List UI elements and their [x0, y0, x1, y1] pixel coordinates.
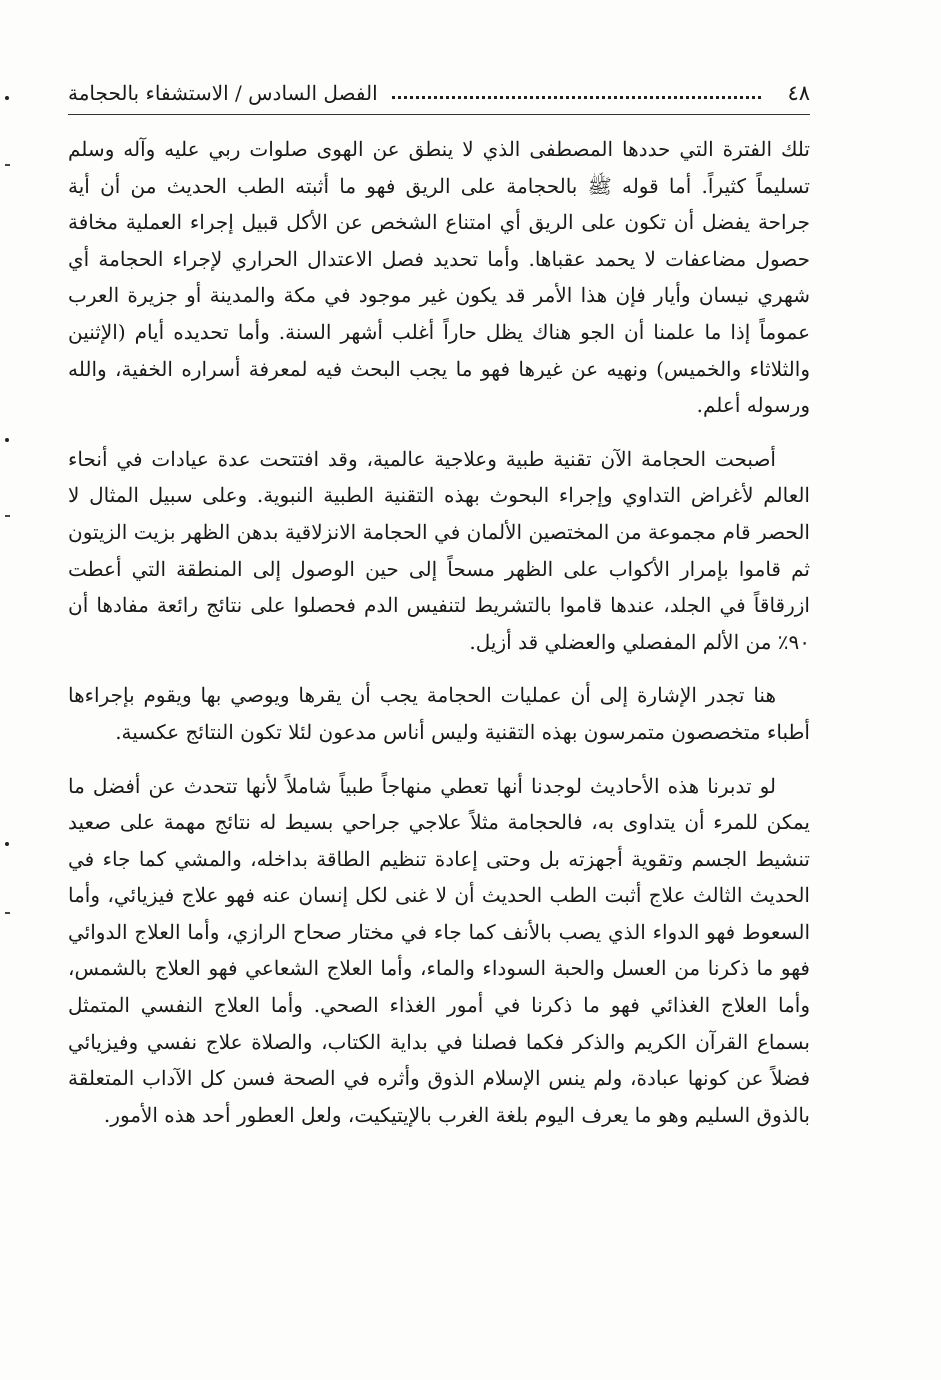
chapter-title: الفصل السادس / الاستشفاء بالحجامة	[68, 81, 378, 105]
header-dot-leader	[392, 88, 762, 99]
running-header	[68, 78, 810, 115]
paragraph: هنا تجدر الإشارة إلى أن عمليات الحجامة يجب أن يقرها ويوصي بها ويقوم بإجراءها أطباء متخصصون متمرسون بهذه التقنية وليس أناس مدعون لئلا تكون النتائج عكسية.	[68, 683, 810, 744]
paragraph: تلك الفترة التي حددها المصطفى الذي لا ينطق عن الهوى صلوات ربي عليه وآله وسلم تسليماً كثيراً. أما قوله ﷺ بالحجامة على الريق فهو ما أثبته الطب الحديث من أن أية جراحة يفضل أن تكون على الريق أي امتناع الشخص عن الأكل قبيل إجراء العملية مخافة حصول مضاعفات لا يحمد عقباها. وأما تحديد فصل الاعتدال الحراري لإجراء الحجامة أي شهري نيسان وأيار فإن هذا الأمر قد يكون غير موجود في مكة والمدينة أو جزيرة العرب عموماً إذا ما علمنا أن الجو هناك يظل حاراً أغلب أشهر السنة. وأما تحديده أيام (الإثنين والثلاثاء والخميس) ونهيه عن غيرها فهو ما يجب البحث فيه لمعرفة أسراره الخفية، والله ورسوله أعلم.	[68, 137, 810, 418]
page-number: ٤٨	[787, 81, 810, 105]
book-page	[68, 78, 810, 1150]
margin-mark	[5, 515, 10, 517]
margin-mark	[5, 164, 10, 166]
paragraph: لو تدبرنا هذه الأحاديث لوجدنا أنها تعطي منهاجاً طبياً شاملاً لأنها تتحدث عن أفضل ما يمكن للمرء أن يتداوى به، فالحجامة مثلاً علاجي جراحي بسيط له نتائج مهمة على صعيد تنشيط الجسم وتقوية أجهزته بل وحتى إعادة تنظيم الطاقة بداخله، والمشي كما جاء في الحديث الثالث علاج أثبت الطب الحديث أن لا غنى لكل إنسان عنه فهو علاج فيزيائي، وأما السعوط فهو الدواء الذي يصب بالأنف كما جاء في مختار صحاح الرازي، وأما العلاج الدوائي فهو ما ذكرنا من العسل والحبة السوداء والماء، وأما العلاج الشعاعي فهو العلاج بالشمس، وأما العلاج الغذائي فهو ما ذكرنا في أمور الغذاء الصحي. وأما العلاج النفسي المتمثل بسماع القرآن الكريم والذكر فكما فصلنا في بداية الكتاب، والصلاة علاج نفسي وفيزيائي فضلاً عن كونها عبادة، ولم ينس الإسلام الذوق وأثره في الصحة فسن كل الآداب المتعلقة بالذوق السليم وهو ما يعرف اليوم بلغة الغرب بالإيتيكيت، ولعل العطور أحد هذه الأمور.	[68, 773, 810, 1127]
paragraph: أصبحت الحجامة الآن تقنية طبية وعلاجية عالمية، وقد افتتحت عدة عيادات في أنحاء العالم لأغراض التداوي وإجراء البحوث بهذه التقنية الطبية النبوية. وعلى سبيل المثال لا الحصر قام مجموعة من المختصين الألمان في الحجامة الانزلاقية بدهن الظهر بزيت الزيتون ثم قاموا بإمرار الأكواب على الظهر مسحاً إلى حين الوصول إلى المنطقة التي أعطت ازرقاقاً في الجلد، عندها قاموا بالتشريط لتنفيس الدم فحصلوا على نتائج رائعة مفادها أن ٩٠٪ من الألم المفصلي والعضلي قد أزيل.	[68, 446, 810, 654]
body-text	[68, 131, 810, 1133]
margin-mark	[5, 842, 9, 846]
margin-mark	[5, 438, 9, 442]
margin-mark	[5, 96, 9, 100]
margin-mark	[5, 912, 10, 914]
